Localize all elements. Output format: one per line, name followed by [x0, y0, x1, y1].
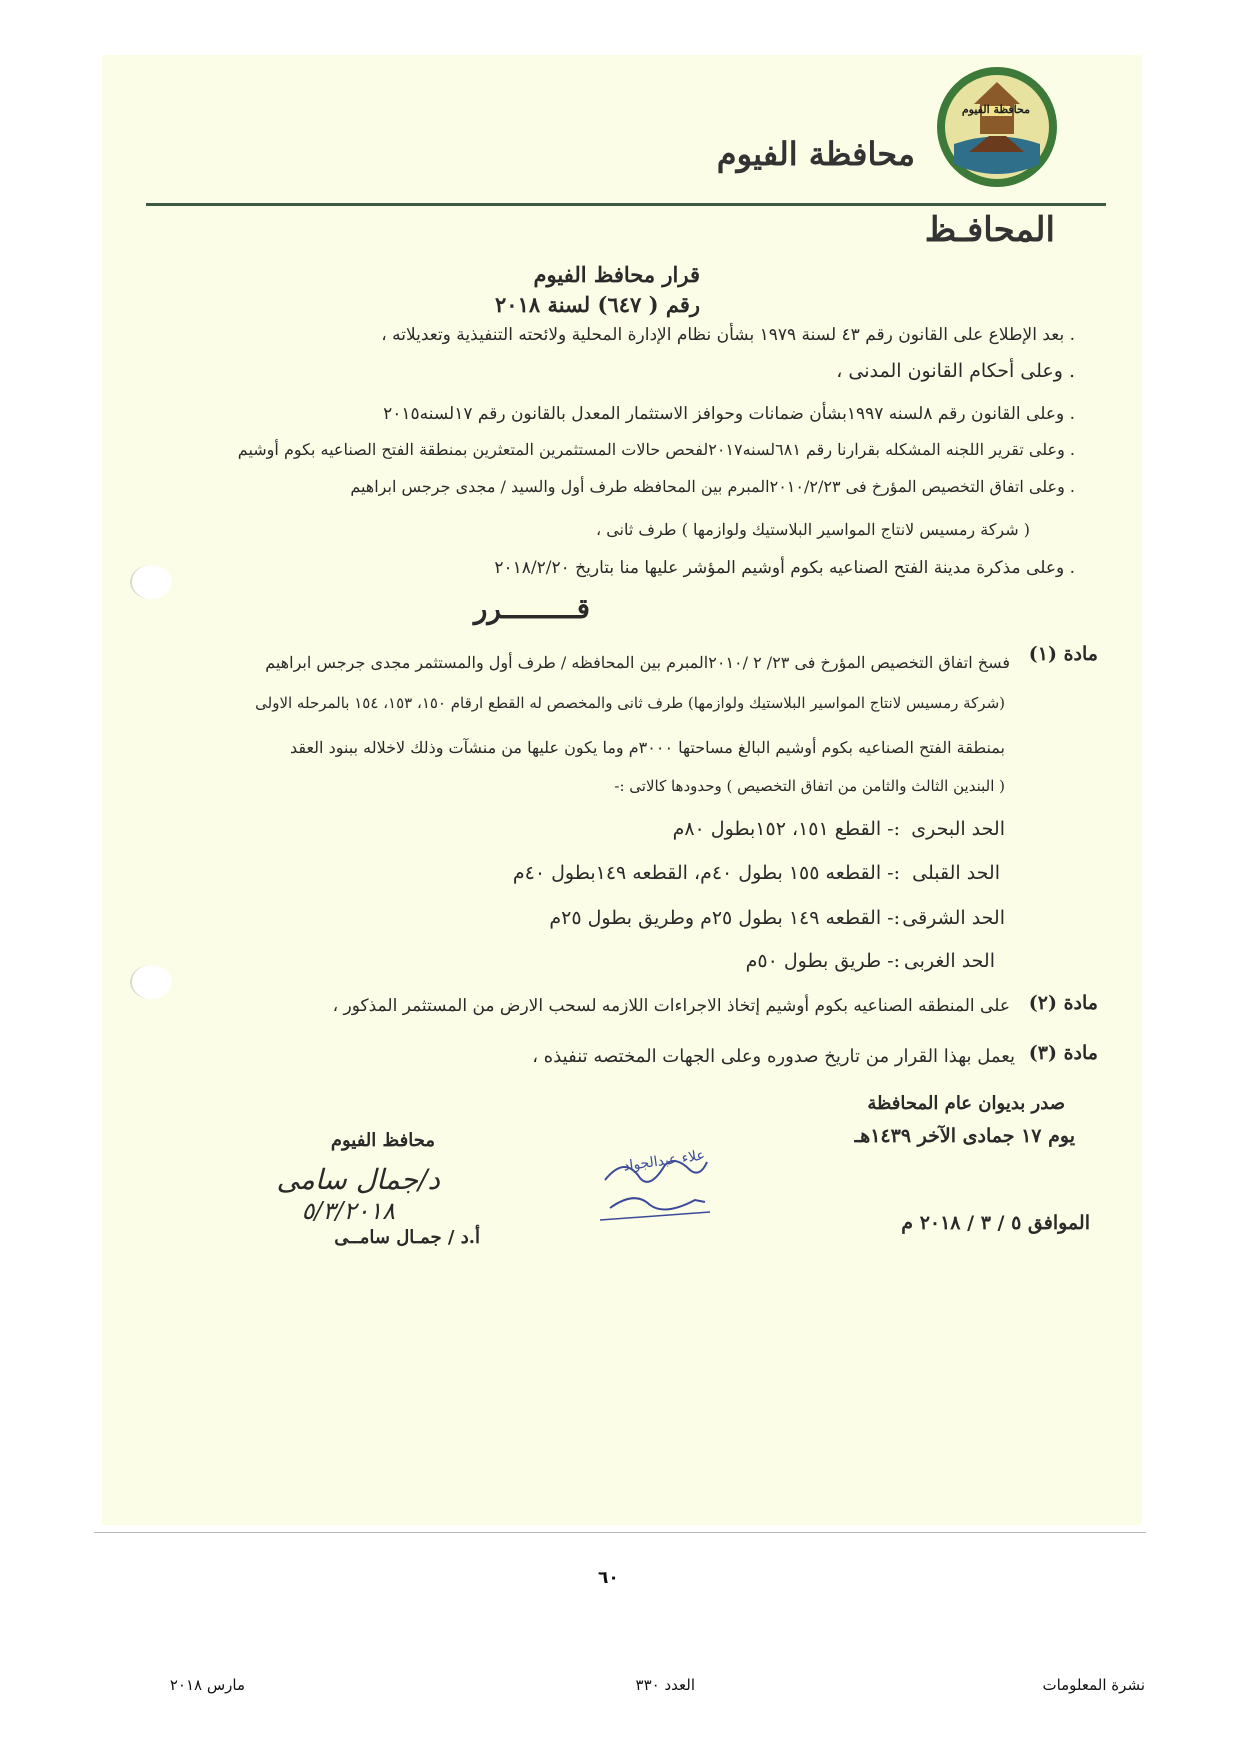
preamble-line: . وعلى مذكرة مدينة الفتح الصناعيه بكوم أوشيم المؤشر عليها منا بتاريخ ٢٠١٨/٢/٢٠: [494, 558, 1075, 578]
signatory-title: محافظ الفيوم: [330, 1130, 435, 1151]
article-1-label: مادة (١): [1028, 643, 1098, 665]
handwritten-signature: د/جمال سامى: [276, 1163, 440, 1196]
signatory-name: أ.د / جمـال سامــى: [334, 1227, 480, 1248]
article-1-line: ( البندين الثالث والثامن من اتفاق التخصيص ) وحدودها كالاتى :-: [614, 777, 1005, 795]
office-title: المحافـظ: [924, 210, 1055, 250]
article-1-line: بمنطقة الفتح الصناعيه بكوم أوشيم البالغ مساحتها ٣٠٠٠م وما يكون عليها من منشآت وذلك لاخلاله ببنود العقد: [289, 738, 1005, 757]
article-3-label: مادة (٣): [1028, 1042, 1098, 1064]
hijri-date: يوم ١٧ جمادى الآخر ١٤٣٩هـ: [854, 1125, 1075, 1147]
boundary-side: الحد القبلى: [912, 862, 1000, 884]
decree-number: رقم ( ٦٤٧) لسنة ٢٠١٨: [495, 292, 700, 317]
article-2-label: مادة (٢): [1028, 992, 1098, 1014]
boundary-side: الحد البحرى: [911, 818, 1005, 840]
boundary-side: الحد الغربى: [903, 950, 995, 972]
footer-publication: نشرة المعلومات: [1042, 1676, 1145, 1694]
page-bottom-rule: [94, 1532, 1146, 1533]
governorate-name: محافظة الفيوم: [716, 135, 915, 173]
page-number: ٦٠: [598, 1568, 619, 1588]
footer-issue: العدد ٣٣٠: [635, 1676, 695, 1694]
issued-at: صدر بديوان عام المحافظة: [867, 1093, 1065, 1114]
boundary-desc: :- القطعه ١٤٩ بطول ٢٥م وطريق بطول ٢٥م: [549, 907, 900, 929]
boundary-desc: :- طريق بطول ٥٠م: [745, 950, 900, 972]
boundary-desc: :- القطعه ١٥٥ بطول ٤٠م، القطعه ١٤٩بطول ٤٠م: [512, 862, 900, 884]
header-rule: [146, 203, 1106, 206]
handwritten-date: ٥/٣/٢٠١٨: [301, 1197, 395, 1225]
article-1-line: فسخ اتفاق التخصيص المؤرخ فى ٢٣/ ٢ /٢٠١٠المبرم بين المحافظه / طرف أول والمستثمر مجدى جرجس ابراهيم: [265, 653, 1010, 672]
article-3-text: يعمل بهذا القرار من تاريخ صدوره وعلى الجهات المختصه تنفيذه ،: [532, 1046, 1015, 1067]
gregorian-date: الموافق ٥ / ٣ / ٢٠١٨ م: [901, 1212, 1090, 1234]
punch-hole: [130, 965, 172, 999]
preamble-line: . وعلى اتفاق التخصيص المؤرخ فى ٢٠١٠/٢/٢٣المبرم بين المحافظه طرف أول والسيد / مجدى جرجس ابراهيم: [350, 477, 1075, 496]
preamble-line: . وعلى القانون رقم ٨لسنه ١٩٩٧بشأن ضمانات وحوافز الاستثمار المعدل بالقانون رقم ١٧لسنه٢٠١٥: [383, 404, 1075, 424]
preamble-line: ( شركة رمسيس لانتاج المواسير البلاستيك ولوازمها ) طرف ثانى ،: [595, 520, 1030, 539]
footer-date: مارس ٢٠١٨: [169, 1676, 245, 1694]
preamble-line: . وعلى أحكام القانون المدنى ،: [836, 360, 1075, 382]
article-2-text: على المنطقه الصناعيه بكوم أوشيم إتخاذ الاجراءات اللازمه لسحب الارض من المستثمر المذكور ،: [332, 996, 1010, 1016]
article-1-line: (شركة رمسيس لانتاج المواسير البلاستيك ولوازمها) طرف ثانى والمخصص له القطع ارقام ١٥٠، ١٥٣، ١٥٤ بالمرحله الاولى: [255, 694, 1005, 712]
punch-hole: [130, 565, 172, 599]
initials-signature-text: علاء عبدالجواد: [622, 1147, 706, 1175]
preamble-line: . وعلى تقرير اللجنه المشكله بقرارنا رقم ٦٨١لسنه٢٠١٧لفحص حالات المستثمرين المتعثرين بمنطقة الفتح الصناعيه بكوم أوشيم: [237, 440, 1075, 459]
seal-text: محافظة الفيوم: [961, 103, 1030, 116]
boundary-side: الحد الشرقى: [902, 907, 1005, 929]
decided-heading: قـــــــــرر: [473, 592, 590, 625]
boundary-desc: :- القطع ١٥١، ١٥٢بطول ٨٠م: [672, 818, 900, 840]
governorate-seal: [934, 64, 1060, 190]
seal-icon: [934, 64, 1060, 190]
preamble-line: . بعد الإطلاع على القانون رقم ٤٣ لسنة ١٩٧٩ بشأن نظام الإدارة المحلية ولائحته التنفيذية وتعديلاته ،: [381, 325, 1075, 345]
decree-title: قرار محافظ الفيوم: [533, 262, 700, 287]
